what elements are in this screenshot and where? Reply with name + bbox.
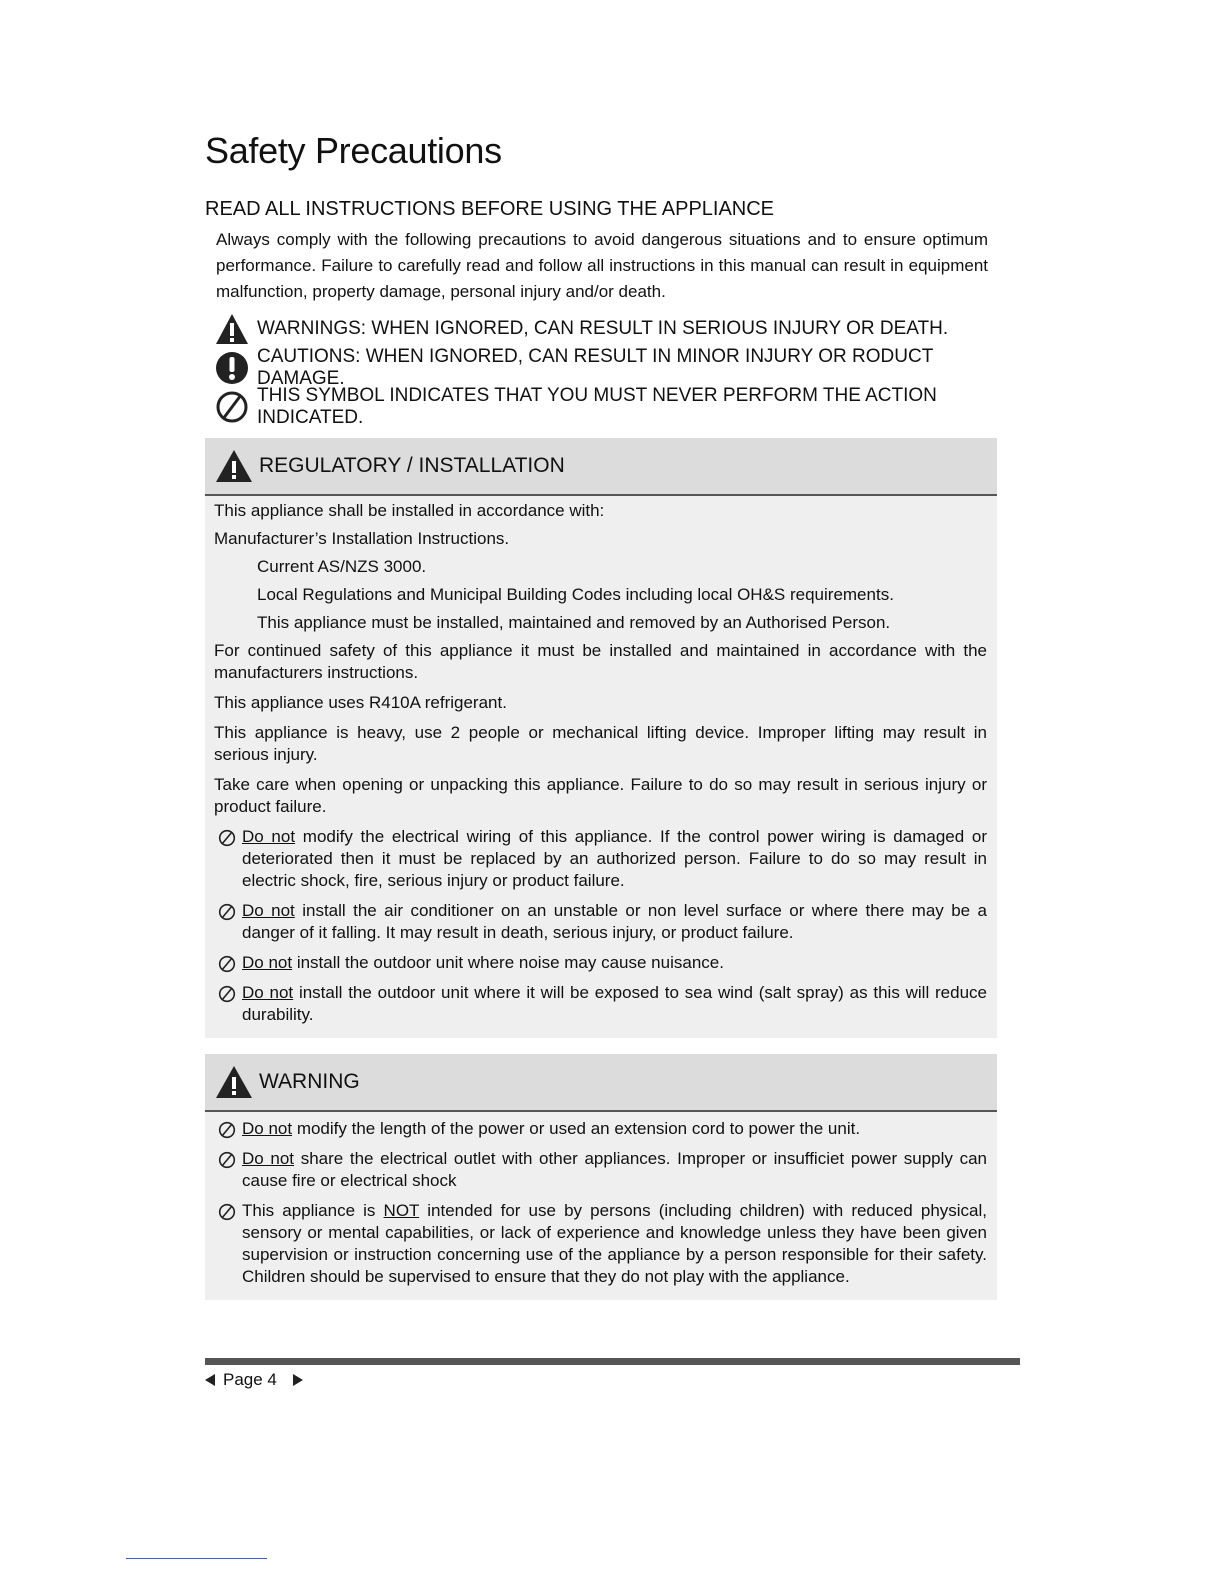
link-underline (126, 1558, 267, 1559)
prohibited-icon (218, 829, 236, 847)
warn-n3-pre: This appliance is (242, 1201, 384, 1220)
reg-p1: This appliance shall be installed in accordance with: (214, 501, 605, 520)
prohibited-icon (218, 1121, 236, 1139)
do-not-label: Do not (242, 901, 295, 920)
list-item (214, 982, 987, 1026)
warning-triangle-icon (215, 1064, 253, 1100)
prohibited-icon (215, 390, 249, 424)
section-subheading: READ ALL INSTRUCTIONS BEFORE USING THE APPLIANCE (205, 198, 775, 220)
legend-never (215, 384, 1020, 428)
legend-caution-text: CAUTIONS: WHEN IGNORED, CAN RESULT IN MINOR INJURY OR RODUCT DAMAGE. (257, 345, 933, 389)
reg-p6: Take care when opening or unpacking this appliance. Failure to do so may result in serious injury or product failure. (214, 775, 987, 816)
regulatory-heading (205, 438, 997, 496)
warn-n3-post: intended for use by persons (including children) with reduced physical, sensory or mental capabilities, or lack of experience and knowledge unless they have been given supervision or instruction concerning use of the appliance by a person responsible for their safety. Children should be supervised to ensure that they do not play with the appliance. (242, 1201, 988, 1286)
warn-n2: share the electrical outlet with other appliances. Improper or insufficiet power supply can cause fire or electrical shock (242, 1149, 987, 1190)
reg-n4: install the outdoor unit where it will be exposed to sea wind (salt spray) as this will reduce durability. (242, 983, 987, 1024)
reg-n2: install the air conditioner on an unstable or non level surface or where there may be a danger of it falling. It may result in death, serious injury, or product failure. (242, 901, 988, 942)
page-number: Page 4 (223, 1370, 277, 1389)
list-item (214, 952, 987, 974)
prohibited-icon (218, 985, 236, 1003)
regulatory-panel (205, 438, 997, 1038)
prohibited-icon (218, 1203, 236, 1221)
page-content (205, 130, 1020, 1300)
reg-p5: This appliance is heavy, use 2 people or mechanical lifting device. Improper lifting may result in serious injury. (214, 723, 987, 764)
page-footer (205, 1370, 303, 1390)
legend-never-text: THIS SYMBOL INDICATES THAT YOU MUST NEVER PERFORM THE ACTION INDICATED. (257, 384, 937, 428)
not-label: NOT (383, 1201, 420, 1220)
warning-panel (205, 1054, 997, 1300)
reg-p2: Manufacturer’s Installation Instructions. (214, 529, 510, 548)
intro-paragraph: Always comply with the following precautions to avoid dangerous situations and to ensure optimum performance. Failure to carefully read and follow all instructions in this manual can result in equipment malfunction, property damage, personal injury and/or death. (216, 230, 988, 301)
legend-warning (215, 309, 1020, 348)
warning-heading-text: WARNING (259, 1070, 360, 1093)
do-not-label: Do not (242, 827, 296, 846)
do-not-label: Do not (242, 1149, 295, 1168)
list-item (214, 900, 987, 944)
list-item (214, 1118, 987, 1140)
reg-i3: This appliance must be installed, maintained and removed by an Authorised Person. (257, 613, 891, 632)
regulatory-heading-text: REGULATORY / INSTALLATION (259, 454, 565, 477)
reg-i1: Current AS/NZS 3000. (257, 557, 427, 576)
warning-triangle-icon (215, 312, 249, 346)
prohibited-icon (218, 1151, 236, 1169)
reg-i2: Local Regulations and Municipal Building Codes including local OH&S requirements. (257, 585, 894, 604)
warning-triangle-icon (215, 448, 253, 484)
prev-page-icon[interactable] (205, 1374, 215, 1386)
warning-heading (205, 1054, 997, 1112)
reg-n1: modify the electrical wiring of this appliance. If the control power wiring is damaged or deteriorated then it must be replaced by an authorized person. Failure to do so may result in electric shock, fire, serious injury or product failure. (242, 827, 987, 890)
footer-divider (205, 1358, 1020, 1365)
do-not-label: Do not (242, 983, 294, 1002)
prohibited-icon (218, 903, 236, 921)
next-page-icon[interactable] (293, 1374, 303, 1386)
reg-p3: For continued safety of this appliance it must be installed and maintained in accordance with the manufacturers instructions. (214, 641, 987, 682)
reg-p4: This appliance uses R410A refrigerant. (214, 693, 507, 712)
caution-exclamation-icon (215, 351, 249, 385)
prohibited-icon (218, 955, 236, 973)
legend-caution (215, 345, 1020, 389)
warn-n1: modify the length of the power or used an extension cord to power the unit. (292, 1119, 861, 1138)
page-title: Safety Precautions (205, 130, 502, 171)
reg-n3: install the outdoor unit where noise may cause nuisance. (292, 953, 724, 972)
legend-warning-text: WARNINGS: WHEN IGNORED, CAN RESULT IN SERIOUS INJURY OR DEATH. (257, 317, 949, 339)
do-not-label: Do not (242, 953, 293, 972)
list-item (214, 826, 987, 892)
do-not-label: Do not (242, 1119, 293, 1138)
list-item (214, 1148, 987, 1192)
list-item (214, 1200, 987, 1288)
